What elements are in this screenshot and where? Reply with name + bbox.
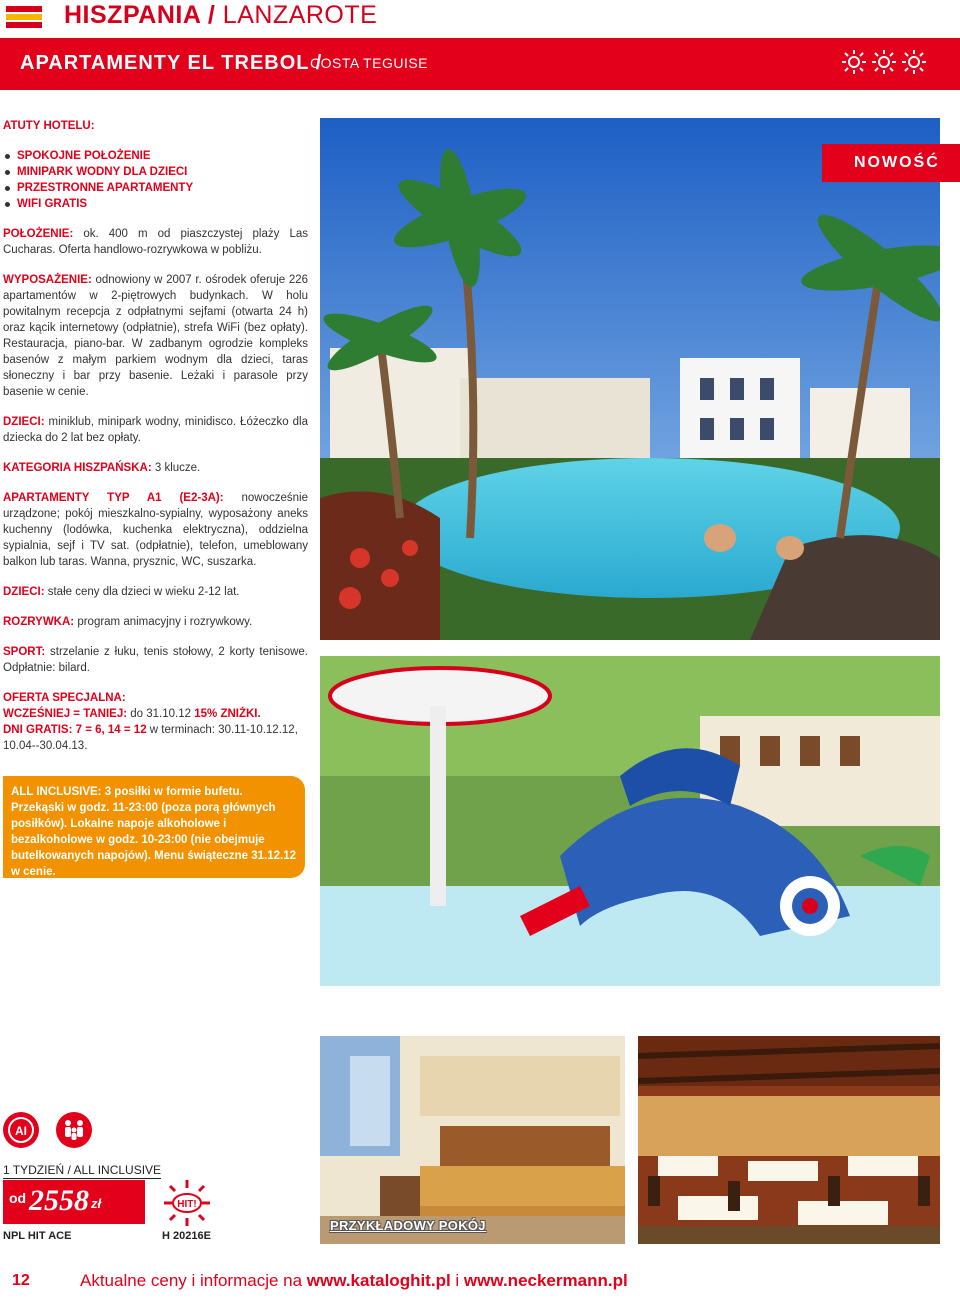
region-name: LANZAROTE bbox=[222, 1, 378, 29]
offer-code-left: NPL HIT ACE bbox=[3, 1230, 72, 1242]
country-name: HISZPANIA / bbox=[64, 1, 216, 29]
all-inclusive-label: ALL INCLUSIVE: bbox=[11, 786, 102, 798]
price-amount: 2558 bbox=[29, 1184, 89, 1217]
room-photo bbox=[320, 1036, 625, 1244]
hotel-name: APARTAMENTY EL TREBOL / bbox=[20, 52, 323, 74]
special-offer-heading: OFERTA SPECJALNA: bbox=[3, 692, 126, 704]
section-equipment: WYPOSAŻENIE: odnowiony w 2007 r. ośrodek oferuje 226 apartamentów w 2-piętrowych budynkach. W holu powitalnym recepcja z odpłatnymi sejfami (otwarta 24 h) oraz kącik internetowy (odpłatnie), strefa WiFi (bez opłaty). Restauracja, piano-bar. W zadbanym ogrodzie kompleks basenów z małym parkiem wodnym dla dzieci, taras słoneczny i bar przy basenie. Leżaki i parasole przy basenie w cenie. bbox=[3, 274, 308, 398]
atuty-item: WIFI GRATIS bbox=[3, 196, 308, 212]
atuty-item: MINIPARK WODNY DLA DZIECI bbox=[3, 164, 308, 180]
footer-text: Aktualne ceny i informacje na www.kataloghit.pl i www.neckermann.pl bbox=[80, 1271, 628, 1290]
sun-icon bbox=[902, 50, 926, 74]
section-apartments: APARTAMENTY TYP A1 (E2-3A): nowocześnie urządzone; pokój mieszkalno-sypialny, wyposażony aneks kuchenny (lodówka, kuchenka elektryczna), oddzielna sypialnia, sejf i TV sat. (odpłatnie), telefon, umeblowany balkon lub taras. Wanna, prysznic, WC, suszarka. bbox=[3, 492, 308, 568]
pool-photo bbox=[320, 118, 940, 640]
country-heading bbox=[64, 0, 377, 30]
spain-flag-icon bbox=[6, 6, 42, 28]
hotel-description bbox=[3, 118, 308, 754]
all-inclusive-text: 3 posiłki w formie bufetu. Przekąski w godz. 11-23:00 (poza porą głównych posiłków). Lokalne napoje alkoholowe i bezalkoholowe w godz. 10-23:00 (nie obejmuje butelkowanych napojów). Menu świąteczne 31.12.12 w cenie. bbox=[11, 786, 297, 878]
section-sport: SPORT: strzelanie z łuku, tenis stołowy, 2 korty tenisowe. Odpłatnie: bilard. bbox=[3, 646, 308, 674]
section-children: DZIECI: miniklub, minipark wodny, minidisco. Łóżeczko dla dziecka do 2 lat bez opłaty. bbox=[3, 416, 308, 444]
sun-icon bbox=[842, 50, 866, 74]
footer-link-neckermann[interactable]: www.neckermann.pl bbox=[463, 1271, 628, 1290]
sun-icon bbox=[872, 50, 896, 74]
room-caption: PRZYKŁADOWY POKÓJ bbox=[330, 1218, 486, 1233]
restaurant-photo bbox=[638, 1036, 940, 1244]
section-category: KATEGORIA HISZPAŃSKA: 3 klucze. bbox=[3, 462, 201, 474]
hotel-title-bar bbox=[0, 38, 960, 90]
price-label: 1 TYDZIEŃ / ALL INCLUSIVE bbox=[3, 1163, 162, 1177]
atuty-item: PRZESTRONNE APARTAMENTY bbox=[3, 180, 308, 196]
price-currency: zł bbox=[91, 1196, 102, 1211]
svg-text:AI: AI bbox=[15, 1124, 27, 1138]
section-location: POŁOŻENIE: ok. 400 m od piaszczystej plaży Las Cucharas. Oferta handlowo-rozrywkowa w pobliżu. bbox=[3, 228, 308, 256]
price-box bbox=[3, 1180, 145, 1224]
all-inclusive-icon bbox=[3, 1112, 39, 1148]
footer-link-kataloghit[interactable]: www.kataloghit.pl bbox=[306, 1271, 451, 1290]
waterpark-photo bbox=[320, 656, 940, 986]
atuty-item: SPOKOJNE POŁOŻENIE bbox=[3, 148, 308, 164]
svg-text:HIT!: HIT! bbox=[177, 1199, 197, 1210]
new-badge: NOWOŚĆ bbox=[822, 144, 960, 182]
all-inclusive-box bbox=[3, 776, 305, 878]
family-icon bbox=[56, 1112, 92, 1148]
sun-rating bbox=[842, 50, 926, 74]
page-number: 12 bbox=[12, 1272, 30, 1289]
atuty-heading: ATUTY HOTELU: bbox=[3, 120, 95, 132]
special-offer: OFERTA SPECJALNA: WCZEŚNIEJ = TANIEJ: do 31.10.12 15% ZNIŻKI. DNI GRATIS: 7 = 6, 14 = 12 w terminach: 30.11-10.12.12, 10.04--30.04.13. bbox=[3, 690, 308, 754]
offer-code-right: H 20216E bbox=[162, 1230, 211, 1242]
page-footer bbox=[0, 1268, 960, 1298]
hotel-location: COSTA TEGUISE bbox=[310, 55, 429, 71]
price-prefix: od bbox=[9, 1190, 27, 1206]
hit-icon bbox=[162, 1178, 212, 1228]
atuty-list bbox=[3, 148, 308, 212]
section-entertainment: ROZRYWKA: program animacyjny i rozrywkowy. bbox=[3, 616, 253, 628]
section-children-prices: DZIECI: stałe ceny dla dzieci w wieku 2-12 lat. bbox=[3, 586, 240, 598]
